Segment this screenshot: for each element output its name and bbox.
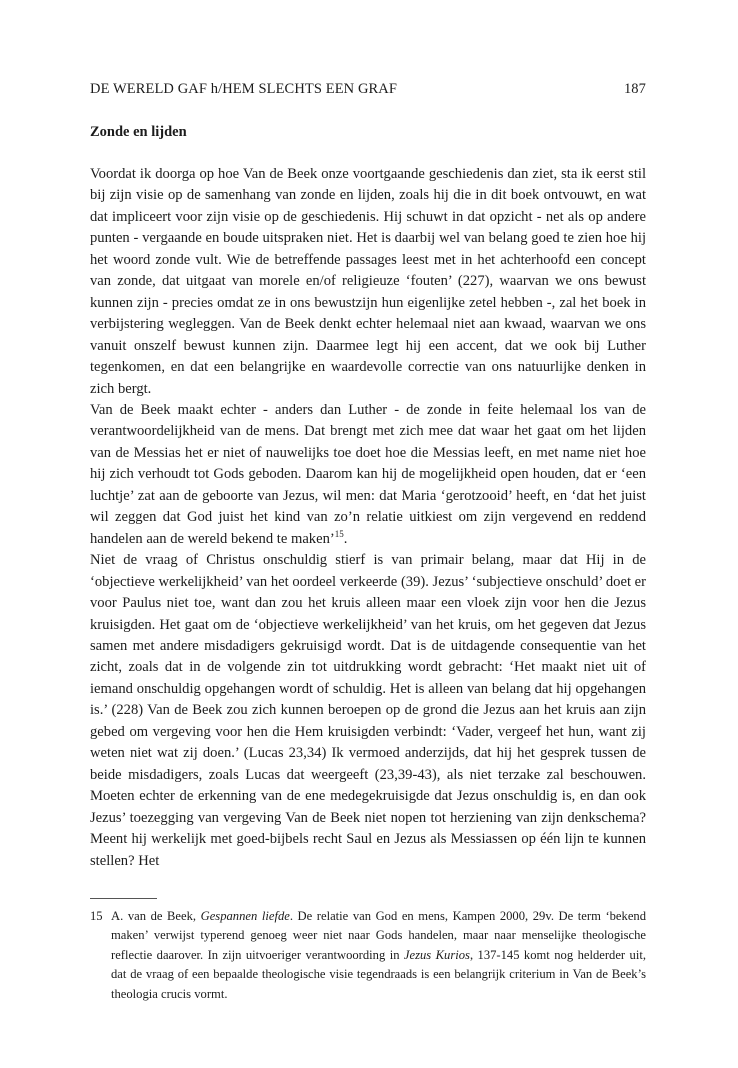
- footnote: [90, 907, 646, 1004]
- running-header: [90, 80, 646, 98]
- footnote-number: 15: [90, 909, 103, 923]
- footnote-book-title-1: Gespannen liefde: [200, 909, 290, 923]
- section-heading: Zonde en lijden: [90, 124, 187, 140]
- footnote-book-title-2: Jezus Kurios: [403, 947, 470, 962]
- footnote-reference[interactable]: 15: [334, 528, 344, 539]
- footnote-divider: [90, 898, 157, 899]
- body-text: [90, 164, 646, 872]
- paragraph-2: [90, 400, 646, 550]
- footnote-text-part-3: , 137-145 komt nog helderder uit, dat de vraag of een bepaalde theologische visie tegendraads is een belangrijk criterium in Van de Beek’s theologia crucis vormt.: [111, 947, 646, 1001]
- book-page: [90, 0, 646, 1068]
- paragraph-3: Niet de vraag of Christus onschuldig stierf is van primair belang, maar dat Hij in de ‘objectieve werkelijkheid’ van het oordeel verkeerde (39). Jezus’ ‘subjectieve onschuld’ doet er voor Paulus niet toe, want dan zou het kruis alleen maar een vloek zijn voor hen die Jezus kruisigden. Het gaat om de ‘objectieve werkelijkheid’ van het kruis, om het gegeven dat Jezus samen met andere misdadigers gekruisigd wordt. Dat is de uitdagende consequentie van het zicht, zoals dat in de volgende zin tot uitdrukking wordt gebracht: ‘Het maakt niet uit of iemand onschuldig opgehangen wordt of schuldig. Het is alleen van belang dat hij opgehangen is.’ (228) Van de Beek zou zich kunnen beroepen op de grond die Jezus aan het kruis aan zijn gebed om vergeving voor hen die Hem kruisigden verbindt: ‘Vader, vergeef het hun, want zij weten niet wat zij doen.’ (Lucas 23,34) Ik vermoed anderzijds, dat hij het gesprek tussen de beide misdadigers, zoals Lucas dat weergeeft (23,39-43), als niet terzake zal beschouwen. Moeten echter de erkenning van de ene medegekruisigde dat Jezus onschuldig is, en dan ook Jezus’ toezegging van vergeving Van de Beek niet nopen tot herziening van zijn denkschema? Meent hij werkelijk met goed-bijbels recht Saul en Jezus als Messiassen op één lijn te kunnen stellen? Het: [90, 552, 646, 869]
- paragraph-2-end: .: [343, 530, 348, 547]
- paragraph-2-text: Van de Beek maakt echter - anders dan Luther - de zonde in feite helemaal los van de verantwoordelijkheid van de mens. Dat brengt met zich mee dat waar het gaat om het lijden van de Messias het er niet of nauwelijks toe doet hoe die Messias leeft, en met name niet hoe hij zich verhoudt tot Gods geboden. Daarom kan hij de mogelijkheid open houden, dat er ‘een luchtje’ zat aan de geboorte van Jezus, wil men: dat Maria ‘gerotzooid’ heeft, en ‘dat het juist wil zeggen dat God juist het kind van zo’n relatie uitkiest om zijn vergevend en reddend handelen aan de wereld bekend te maken’: [90, 401, 646, 547]
- footnote-text: [111, 907, 646, 1004]
- footnote-text-part-1: A. van de Beek,: [111, 909, 201, 923]
- page-number: 187: [623, 81, 646, 97]
- paragraph-1: Voordat ik doorga op hoe Van de Beek onze voortgaande geschiedenis dan ziet, sta ik eerst stil bij zijn visie op de samenhang van zonde en lijden, zoals hij die in dit boek ontvouwt, en wat dat impliceert voor zijn visie op de geschiedenis. Hij schuwt in dat opzicht - net als op andere punten - vergaande en boude uitspraken niet. Het is daarbij wel van belang goed te zien hoe hij het woord zonde vult. Wie de betreffende passages leest met in het achterhoofd een concept van zonde, dat uitgaat van morele en/of religieuze ‘fouten’ (227), waarvan we ons bewust kunnen zijn - precies omdat ze in ons bewustzijn hun eigenlijke zetel hebben -, zal het boek in verbijstering wegleggen. Van de Beek denkt echter helemaal niet aan kwaad, waarvan we ons vanuit onszelf bewust kunnen zijn. Daarmee legt hij een accent, dat we ook bij Luther tegenkomen, en dat een belangrijke en waardevolle correctie van ons natuurlijke denken in zich bergt.: [90, 166, 646, 397]
- footnote-text-part-2: . De relatie van God en mens, Kampen 2000, 29v. De term ‘bekend maken’ verwijst typerend genoeg weer niet naar Gods handelen, maar naar menselijke theologische reflectie daarover. In zijn uitvoeriger verantwoording in: [111, 909, 646, 962]
- running-title: DE WERELD GAF h/HEM SLECHTS EEN GRAF: [90, 81, 398, 97]
